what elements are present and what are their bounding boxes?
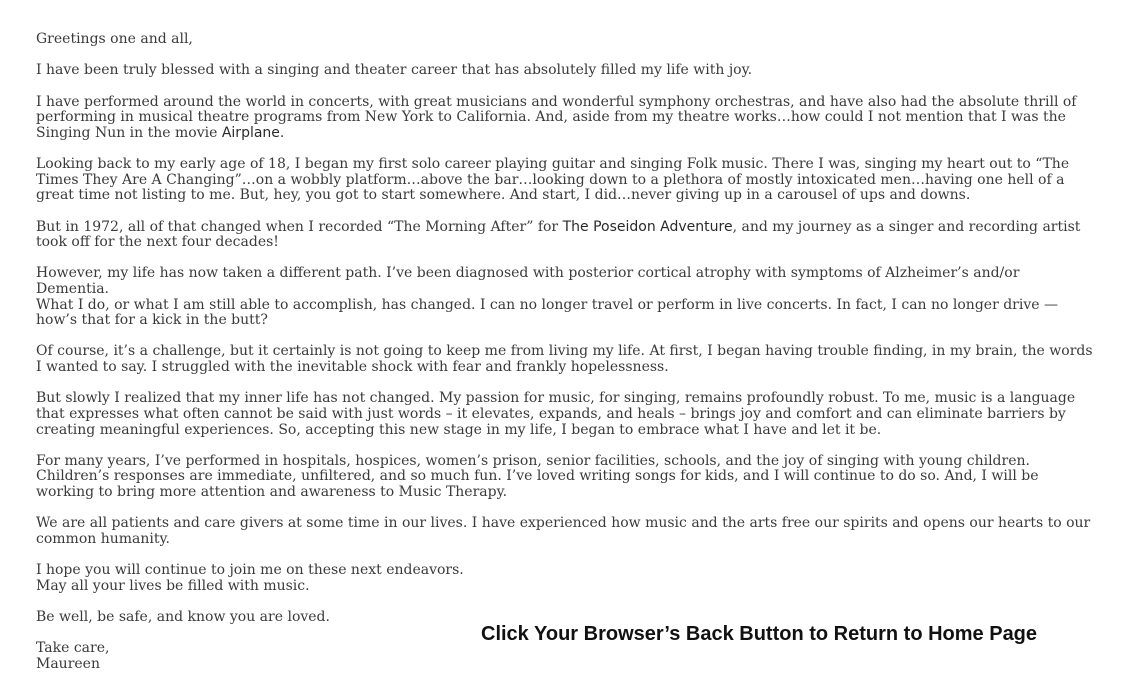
greeting: Greetings one and all, bbox=[36, 31, 193, 47]
paragraph-career: I have been truly blessed with a singing and theater career that has absolutely filled my life with joy. bbox=[36, 62, 753, 79]
paragraph-1972 bbox=[36, 220, 1096, 251]
paragraph-endeavors-line1: I hope you will continue to join me on these next endeavors. bbox=[36, 562, 464, 579]
paragraph-humanity: We are all patients and care givers at some time in our lives. I have experienced how music and the arts free our spirits and opens our hearts to our common humanity. bbox=[36, 515, 1091, 547]
paragraph-performances-end: . bbox=[279, 124, 285, 141]
paragraph-challenge: Of course, it’s a challenge, but it certainly is not going to keep me from living my life. At first, I began having trouble finding, in my brain, the words I wanted to say. I struggled with the inevitable shock with fear and frankly hopelessness. bbox=[36, 343, 1093, 376]
paragraph-diagnosis bbox=[36, 266, 1096, 328]
paragraph-1972-text: But in 1972, all of that changed when I recorded “The Morning After” for bbox=[36, 218, 563, 235]
back-to-home-link[interactable]: Click Your Browser’s Back Button to Return to Home Page bbox=[481, 623, 1038, 645]
paragraph-1972-end: , and my journey as a singer and recording artist took off for the next four decades! bbox=[36, 218, 1081, 251]
letter-body bbox=[36, 32, 1096, 672]
signature: Maureen bbox=[36, 655, 100, 672]
paragraph-inner-life: But slowly I realized that my inner life has not changed. My passion for music, for singing, remains profoundly robust. To me, music is a language that expresses what often cannot be said with just words – it elevates, expands, and heals – brings joy and comfort and can eliminate barriers by creating meaningful experiences. So, accepting this new stage in my life, I began to embrace what I have and let it be. bbox=[36, 390, 1076, 438]
movie-title-airplane: Airplane bbox=[221, 124, 280, 141]
paragraph-early-career: Looking back to my early age of 18, I began my first solo career playing guitar and singing Folk music. There I was, singing my heart out to “The Times They Are A Changing”…on a wobbly platform…above the bar…looking down to a plethora of mostly intoxicated men…having one hell of a great time not listing to me. But, hey, you got to start somewhere. And start, I did…never giving up in a carousel of ups and downs. bbox=[36, 156, 1070, 204]
paragraph-be-well: Be well, be safe, and know you are loved. bbox=[36, 609, 330, 625]
closing-phrase: Take care, bbox=[36, 640, 110, 657]
paragraph-diagnosis-line2: What I do, or what I am still able to accomplish, has changed. I can no longer travel or perform in live concerts. In fact, I can no longer drive — how’s that for a kick in the butt? bbox=[36, 296, 1058, 329]
paragraph-music-therapy: For many years, I’ve performed in hospitals, hospices, women’s prison, senior facilities, schools, and the joy of singing with young children. Children’s responses are immediate, unfiltered, and so much fun. I’ve loved writing songs for kids, and I will continue to do so. And, I will be working to bring more attention and awareness to Music Therapy. bbox=[36, 452, 1039, 500]
paragraph-performances bbox=[36, 95, 1096, 142]
paragraph-performances-text: I have performed around the world in concerts, with great musicians and wonderful symphony orchestras, and have also had the absolute thrill of performing in musical theatre programs from New York to California. And, aside from my theatre works…how could I not mention that I was the Singing Nun in the movie bbox=[36, 93, 1077, 141]
paragraph-diagnosis-line1: However, my life has now taken a different path. I’ve been diagnosed with posterior cortical atrophy with symptoms of Alzheimer’s and/or Dementia. bbox=[36, 265, 1020, 297]
movie-title-poseidon: The Poseidon Adventure bbox=[562, 218, 733, 235]
paragraph-endeavors-line2: May all your lives be filled with music. bbox=[36, 577, 310, 594]
paragraph-endeavors bbox=[36, 563, 1096, 594]
